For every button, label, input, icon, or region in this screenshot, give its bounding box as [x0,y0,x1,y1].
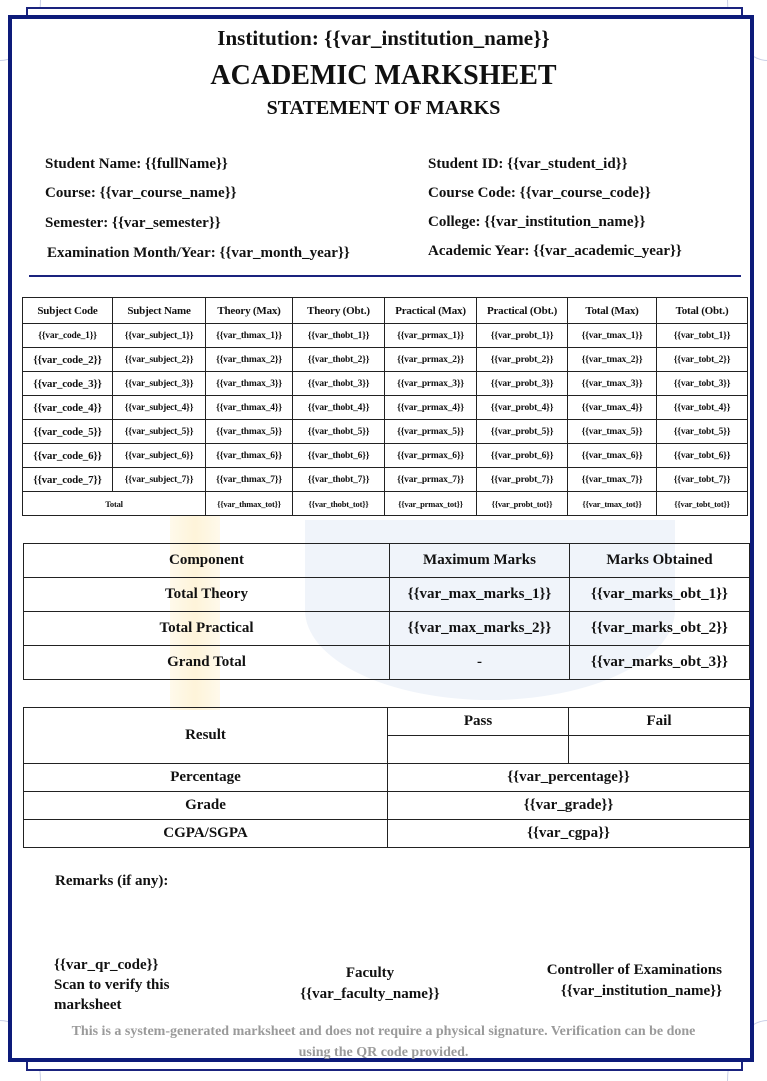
institution-heading: Institution: {{var_institution_name}} [217,26,550,50]
academic-year: Academic Year: {{var_academic_year}} [428,243,682,259]
table-row [23,324,748,348]
student-id: Student ID: {{var_student_id}} [428,156,628,172]
percentage-label: Percentage [24,764,388,792]
faculty-signature-block [270,963,470,1005]
college: College: {{var_institution_name}} [428,214,646,230]
component-label: Grand Total [24,646,390,680]
table-cell: {{var_thobt_6}} [293,444,385,468]
table-cell: {{var_thobt_2}} [293,348,385,372]
faculty-name: {{var_faculty_name}} [300,986,440,1002]
remarks-label: Remarks (if any): [55,873,169,889]
table-row [24,820,750,848]
table-cell: {{var_tmax_1}} [568,324,657,348]
table-cell: {{var_thmax_7}} [206,468,293,492]
pass-header: Pass [388,708,569,736]
table-row [24,646,750,680]
table-row [24,578,750,612]
qr-code-placeholder: {{var_qr_code}} [54,957,159,973]
table-row [23,396,748,420]
total-cell: {{var_thmax_tot}} [206,492,293,516]
column-header: Theory (Max) [206,298,293,324]
exam-month-year: Examination Month/Year: {{var_month_year}} [47,245,350,261]
obtained-marks-cell: {{var_marks_obt_1}} [570,578,750,612]
table-row [23,444,748,468]
table-row [24,792,750,820]
table-cell: {{var_tobt_7}} [657,468,748,492]
table-cell: {{var_thmax_1}} [206,324,293,348]
table-header-row [23,298,748,324]
qr-block [54,955,169,1015]
subject-marks-table [22,297,748,516]
table-cell: {{var_subject_5}} [113,420,206,444]
total-cell: {{var_tmax_tot}} [568,492,657,516]
table-row [24,764,750,792]
column-header: Practical (Max) [385,298,477,324]
table-cell: {{var_tobt_5}} [657,420,748,444]
course: Course: {{var_course_name}} [45,185,237,201]
max-marks-cell: {{var_max_marks_2}} [390,612,570,646]
table-row [23,348,748,372]
component-label: Total Theory [24,578,390,612]
controller-signature-block [520,960,722,1002]
column-header: Subject Name [113,298,206,324]
table-row [23,420,748,444]
column-header: Practical (Obt.) [477,298,568,324]
note-line: This is a system-generated marksheet and does not require a physical signature. Verification can be done [71,1024,696,1039]
total-cell: {{var_prmax_tot}} [385,492,477,516]
table-cell: {{var_thmax_4}} [206,396,293,420]
table-cell: {{var_prmax_6}} [385,444,477,468]
table-cell: {{var_code_4}} [23,396,113,420]
table-cell: {{var_thmax_5}} [206,420,293,444]
table-cell: {{var_thmax_3}} [206,372,293,396]
table-cell: {{var_code_7}} [23,468,113,492]
table-cell: {{var_code_5}} [23,420,113,444]
table-cell: {{var_thobt_3}} [293,372,385,396]
table-cell: {{var_tobt_4}} [657,396,748,420]
table-cell: {{var_prmax_5}} [385,420,477,444]
total-cell: {{var_probt_tot}} [477,492,568,516]
controller-institution: {{var_institution_name}} [560,983,722,999]
grade-label: Grade [24,792,388,820]
table-cell: {{var_probt_6}} [477,444,568,468]
table-cell: {{var_thmax_6}} [206,444,293,468]
max-marks-cell: {{var_max_marks_1}} [390,578,570,612]
table-cell: {{var_probt_3}} [477,372,568,396]
table-row [24,708,750,736]
table-cell: {{var_tobt_6}} [657,444,748,468]
result-label: Result [24,708,388,764]
result-table [23,707,750,848]
table-cell: {{var_probt_5}} [477,420,568,444]
table-cell: {{var_prmax_3}} [385,372,477,396]
table-cell: {{var_tobt_2}} [657,348,748,372]
document-title: ACADEMIC MARKSHEET [210,60,557,91]
table-cell: {{var_probt_7}} [477,468,568,492]
column-header: Maximum Marks [390,544,570,578]
table-cell: {{var_tmax_5}} [568,420,657,444]
table-cell: {{var_prmax_4}} [385,396,477,420]
component-summary-table [23,543,750,680]
qr-caption: marksheet [54,997,122,1013]
student-name: Student Name: {{fullName}} [45,156,228,172]
obtained-marks-cell: {{var_marks_obt_3}} [570,646,750,680]
table-cell: {{var_thobt_5}} [293,420,385,444]
course-code: Course Code: {{var_course_code}} [428,185,651,201]
table-cell: {{var_thobt_1}} [293,324,385,348]
column-header: Marks Obtained [570,544,750,578]
total-label: Total [23,492,206,516]
table-cell: {{var_tmax_7}} [568,468,657,492]
table-cell: {{var_subject_2}} [113,348,206,372]
table-cell: {{var_subject_7}} [113,468,206,492]
document-subtitle: STATEMENT OF MARKS [266,97,501,119]
table-cell: {{var_probt_4}} [477,396,568,420]
fail-cell [569,736,750,764]
table-cell: {{var_code_6}} [23,444,113,468]
table-cell: {{var_subject_1}} [113,324,206,348]
table-cell: {{var_thobt_7}} [293,468,385,492]
table-cell: {{var_thmax_2}} [206,348,293,372]
component-label: Total Practical [24,612,390,646]
table-cell: {{var_prmax_7}} [385,468,477,492]
table-header-row [24,544,750,578]
pass-cell [388,736,569,764]
semester: Semester: {{var_semester}} [45,215,221,231]
table-row [23,468,748,492]
max-marks-cell: - [390,646,570,680]
cgpa-label: CGPA/SGPA [24,820,388,848]
cgpa-value: {{var_cgpa}} [388,820,750,848]
percentage-value: {{var_percentage}} [388,764,750,792]
obtained-marks-cell: {{var_marks_obt_2}} [570,612,750,646]
table-cell: {{var_tmax_6}} [568,444,657,468]
table-cell: {{var_probt_2}} [477,348,568,372]
table-cell: {{var_tobt_3}} [657,372,748,396]
table-cell: {{var_tmax_3}} [568,372,657,396]
grade-value: {{var_grade}} [388,792,750,820]
column-header: Subject Code [23,298,113,324]
table-cell: {{var_code_1}} [23,324,113,348]
table-row [23,372,748,396]
column-header: Theory (Obt.) [293,298,385,324]
table-cell: {{var_code_2}} [23,348,113,372]
table-cell: {{var_prmax_2}} [385,348,477,372]
qr-caption: Scan to verify this [54,977,170,993]
table-cell: {{var_tmax_2}} [568,348,657,372]
table-cell: {{var_thobt_4}} [293,396,385,420]
total-cell: {{var_thobt_tot}} [293,492,385,516]
system-generated-note [20,1021,747,1063]
column-header: Component [24,544,390,578]
note-line: using the QR code provided. [298,1045,469,1060]
table-cell: {{var_tmax_4}} [568,396,657,420]
column-header: Total (Obt.) [657,298,748,324]
total-row [23,492,748,516]
table-cell: {{var_tobt_1}} [657,324,748,348]
column-header: Total (Max) [568,298,657,324]
controller-title: Controller of Examinations [546,962,722,978]
section-divider [29,275,741,277]
table-cell: {{var_subject_4}} [113,396,206,420]
table-cell: {{var_probt_1}} [477,324,568,348]
table-cell: {{var_subject_6}} [113,444,206,468]
table-cell: {{var_code_3}} [23,372,113,396]
fail-header: Fail [569,708,750,736]
table-cell: {{var_subject_3}} [113,372,206,396]
faculty-title: Faculty [345,965,395,981]
table-cell: {{var_prmax_1}} [385,324,477,348]
table-row [24,612,750,646]
total-cell: {{var_tobt_tot}} [657,492,748,516]
